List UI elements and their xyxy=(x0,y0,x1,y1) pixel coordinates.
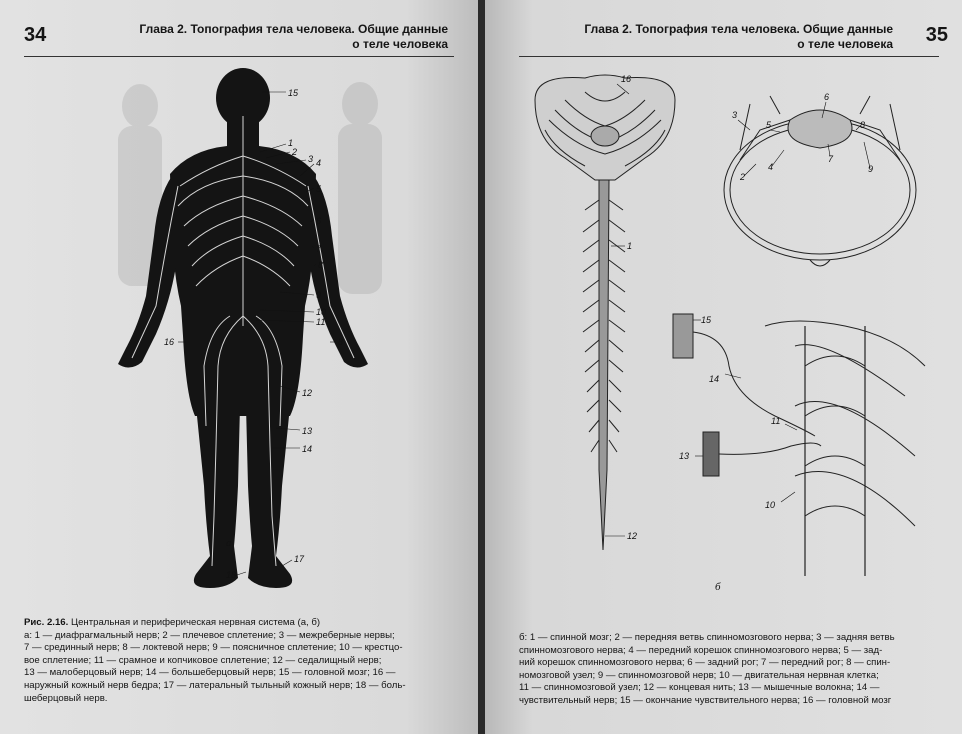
callout-17: 17 xyxy=(294,554,305,564)
caption-line: ний корешок спинномозгового нерва; 6 — задний рог; 7 — передний рог; 8 — спин- xyxy=(519,657,891,669)
caption-line: б: 1 — спинной мозг; 2 — передняя ветвь спинномозгового нерва; 3 — задняя ветвь xyxy=(519,632,895,643)
caption-line: 7 — срединный нерв; 8 — локтевой нерв; 9 — поясничное сплетение; 10 — крестцо- xyxy=(24,642,403,654)
reflex-arc-figure xyxy=(665,306,945,596)
caption-line: наружный кожный нерв бедра; 17 — латеральный тыльный кожный нерв; 18 — боль- xyxy=(24,679,406,691)
caption-line: 11 — спинномозговой узел; 12 — концевая нить; 13 — мышечные волокна; 14 — xyxy=(519,682,880,694)
callout-4: 4 xyxy=(316,158,322,168)
spinal-section-figure xyxy=(710,90,930,280)
caption-line: 13 — малоберцовый нерв; 14 — большеберцовый нерв; 15 — головной мозг; 16 — xyxy=(24,667,396,679)
callout-8: 8 xyxy=(860,120,866,130)
caption-title-line xyxy=(24,617,454,630)
callout-4: 4 xyxy=(768,162,774,172)
callout-3: 3 xyxy=(308,154,314,164)
figure-caption xyxy=(24,617,454,705)
callout-12: 12 xyxy=(627,531,638,541)
running-head-line-1: Глава 2. Топография тела человека. Общие данные xyxy=(584,22,893,36)
callout-5: 5 xyxy=(766,120,772,130)
callout-11: 11 xyxy=(771,416,781,426)
caption-line: спинномозгового нерва; 4 — передний корешок спинномозгового нерва; 5 — зад- xyxy=(519,644,883,656)
callout-8: 8 xyxy=(318,260,324,270)
caption-line: шеберцовый нерв. xyxy=(24,692,108,704)
running-head-line-2: о теле человека xyxy=(352,37,448,51)
callout-2: 2 xyxy=(740,172,746,182)
running-head-line-1: Глава 2. Топография тела человека. Общие данные xyxy=(139,22,448,36)
header-rule xyxy=(519,56,939,57)
callout-14: 14 xyxy=(302,444,313,454)
caption-line: вое сплетение; 11 — срамное и копчиковое сплетение; 12 — седалищный нерв; xyxy=(24,654,382,666)
page-number: 35 xyxy=(925,24,948,46)
brain-drawing xyxy=(535,75,675,180)
callout-8b: 8 xyxy=(338,337,344,347)
callout-7: 7 xyxy=(828,154,834,164)
caption-line: а: 1 — диафрагмальный нерв; 2 — плечевое сплетение; 3 — межреберные нервы; xyxy=(24,629,395,641)
callout-9: 9 xyxy=(316,290,322,300)
figure-sublabel-a: а xyxy=(226,537,232,549)
figure-sublabel-b-wrap xyxy=(713,578,733,594)
callout-18: 18 xyxy=(226,570,237,580)
right-page xyxy=(485,0,962,734)
callout-13: 13 xyxy=(679,451,690,461)
callout-16: 16 xyxy=(164,337,175,347)
callout-14: 14 xyxy=(709,374,720,384)
callout-10: 10 xyxy=(316,307,327,317)
book-gutter xyxy=(478,0,485,734)
left-page xyxy=(0,0,478,734)
page-number: 34 xyxy=(24,24,47,46)
callout-6: 6 xyxy=(824,92,830,102)
callout-5: 5 xyxy=(316,184,322,194)
nervous-system-figure-a xyxy=(100,66,400,596)
figure-caption xyxy=(519,632,939,708)
running-head xyxy=(118,22,448,52)
callout-15: 15 xyxy=(701,315,712,325)
caption-line: чувствительный нерв; 15 — окончание чувствительного нерва; 16 — головной мозг xyxy=(519,694,892,706)
callout-3: 3 xyxy=(732,110,738,120)
callout-6: 6 xyxy=(316,216,322,226)
callout-16: 16 xyxy=(621,74,632,84)
callout-7: 7 xyxy=(316,244,322,254)
callout-9: 9 xyxy=(868,164,874,174)
spinal-cord-drawing xyxy=(583,180,625,550)
callout-2: 2 xyxy=(292,147,298,157)
running-head-line-2: о теле человека xyxy=(797,37,893,51)
callout-12: 12 xyxy=(302,388,313,398)
caption-ref: Рис. 2.16. xyxy=(24,617,69,628)
callout-13: 13 xyxy=(302,426,313,436)
running-head xyxy=(521,22,893,52)
caption-title: Центральная и периферическая нервная система (а, б) xyxy=(70,617,321,628)
header-rule xyxy=(24,56,454,57)
callout-15: 15 xyxy=(288,88,299,98)
callout-11: 11 xyxy=(316,317,326,327)
caption-line: номозговой узел; 9 — спинномозговой нерв; 10 — двигательная нервная клетка; xyxy=(519,669,879,681)
callout-10: 10 xyxy=(765,500,776,510)
figure-sublabel-b: б xyxy=(715,581,721,593)
callout-1: 1 xyxy=(288,138,294,148)
callout-1: 1 xyxy=(627,241,633,251)
